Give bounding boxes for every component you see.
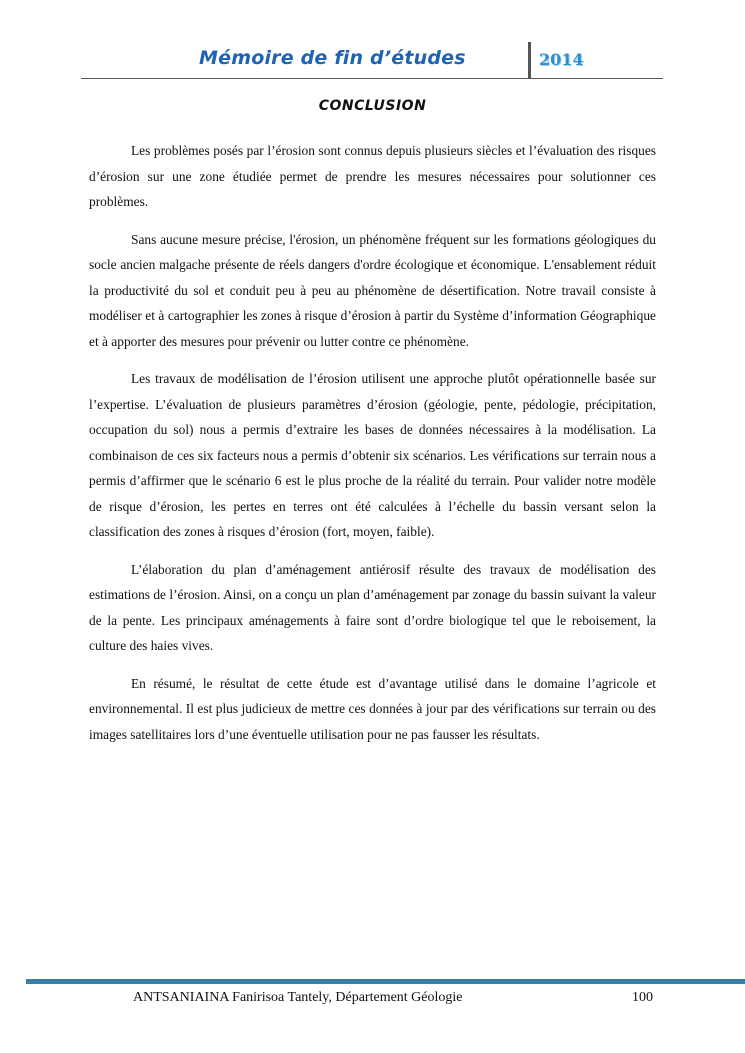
- header-year: 2014: [539, 50, 584, 69]
- paragraph: Les travaux de modélisation de l’érosion utilisent une approche plutôt opérationnelle basée sur l’expertise. L’évaluation de plusieurs paramètres d’érosion (géologie, pente, pédologie, précipitation, occupation du sol) nous a permis d’extraire les bases de données nécessaires à la modélisation. La combinaison de ces six facteurs nous a permis d’obtenir six scénarios. Les vérifications sur terrain nous a permis d’affirmer que le scénario 6 est le plus proche de la réalité du terrain. Pour valider notre modèle de risque d’érosion, les pertes en terres ont été calculées à l’échelle du bassin versant selon la classification des zones à risques d’érosion (fort, moyen, faible).: [89, 371, 656, 539]
- header-title: Mémoire de fin d’études: [199, 47, 466, 69]
- footer-author: ANTSANIAINA Fanirisoa Tantely, Département Géologie: [133, 990, 463, 1005]
- body-text: [89, 138, 656, 759]
- header-divider: [528, 42, 531, 78]
- paragraph: En résumé, le résultat de cette étude est d’avantage utilisé dans le domaine l’agricole et environnemental. Il est plus judicieux de mettre ces données à jour par des vérifications sur terrain ou des images satellitaires lors d’une éventuelle utilisation pour ne pas fausser les résultats.: [89, 675, 656, 742]
- paragraph: L’élaboration du plan d’aménagement antiérosif résulte des travaux de modélisation des estimations de l’érosion. Ainsi, on a conçu un plan d’aménagement par zonage du bassin suivant la valeur de la pente. Les principaux aménagements à faire sont d’ordre biologique tel que le reboisement, la culture des haies vives.: [89, 561, 656, 653]
- page-header: [81, 40, 663, 79]
- section-title: CONCLUSION: [318, 98, 427, 114]
- page-number: 100: [632, 990, 653, 1005]
- paragraph: Sans aucune mesure précise, l'érosion, un phénomène fréquent sur les formations géologiques du socle ancien malgache présente de réels dangers d'ordre écologique et économique. L'ensablement réduit la productivité du sol et conduit peu à peu au phénomène de désertification. Notre travail consiste à modéliser et à cartographier les zones à risque d’érosion à partir du Système d’information Géographique et à apporter des mesures pour prévenir ou lutter contre ce phénomène.: [89, 231, 656, 349]
- paragraph: Les problèmes posés par l’érosion sont connus depuis plusieurs siècles et l’évaluation des risques d’érosion sur une zone étudiée permet de prendre les mesures nécessaires pour solutionner ces problèmes.: [89, 143, 656, 209]
- footer-divider: [26, 979, 745, 984]
